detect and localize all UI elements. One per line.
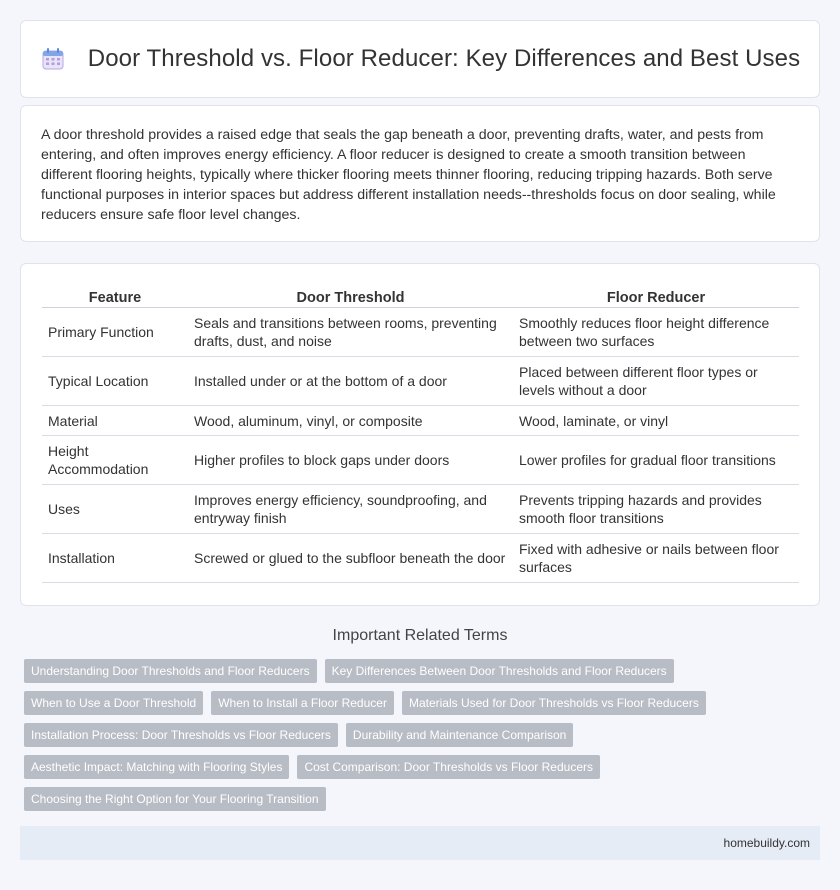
feature-cell: Uses (42, 485, 188, 534)
comparison-table (42, 282, 799, 583)
column-header-floor-reducer: Floor Reducer (513, 282, 799, 308)
related-term-tag[interactable]: Understanding Door Thresholds and Floor Reducers (24, 659, 317, 683)
door-threshold-cell: Higher profiles to block gaps under doors (188, 436, 513, 485)
feature-cell: Material (42, 406, 188, 436)
table-row (42, 357, 799, 406)
door-threshold-cell: Seals and transitions between rooms, preventing drafts, dust, and noise (188, 308, 513, 357)
related-term-tag[interactable]: Key Differences Between Door Thresholds and Floor Reducers (325, 659, 674, 683)
table-row (42, 436, 799, 485)
related-term-tag[interactable]: Durability and Maintenance Comparison (346, 723, 573, 747)
floor-reducer-cell: Smoothly reduces floor height difference between two surfaces (513, 308, 799, 357)
floor-reducer-cell: Prevents tripping hazards and provides smooth floor transitions (513, 485, 799, 534)
page-header (20, 20, 820, 98)
related-term-tag[interactable]: Cost Comparison: Door Thresholds vs Floor Reducers (297, 755, 600, 779)
door-threshold-cell: Improves energy efficiency, soundproofing, and entryway finish (188, 485, 513, 534)
page-footer (20, 826, 820, 860)
related-term-tag[interactable]: When to Use a Door Threshold (24, 691, 203, 715)
related-term-tag[interactable]: When to Install a Floor Reducer (211, 691, 394, 715)
calendar-icon (40, 46, 66, 72)
related-term-tag[interactable]: Installation Process: Door Thresholds vs Floor Reducers (24, 723, 338, 747)
column-header-feature: Feature (42, 282, 188, 308)
page-title: Door Threshold vs. Floor Reducer: Key Differences and Best Uses (87, 45, 801, 72)
intro-card (20, 105, 820, 242)
related-terms-heading: Important Related Terms (332, 627, 508, 644)
floor-reducer-cell: Fixed with adhesive or nails between floor surfaces (513, 534, 799, 583)
floor-reducer-cell: Wood, laminate, or vinyl (513, 406, 799, 436)
related-term-tag[interactable]: Choosing the Right Option for Your Flooring Transition (24, 787, 326, 811)
floor-reducer-cell: Placed between different floor types or levels without a door (513, 357, 799, 406)
comparison-card (20, 263, 820, 606)
floor-reducer-cell: Lower profiles for gradual floor transitions (513, 436, 799, 485)
table-row (42, 534, 799, 583)
door-threshold-cell: Wood, aluminum, vinyl, or composite (188, 406, 513, 436)
feature-cell: Primary Function (42, 308, 188, 357)
feature-cell: Height Accommodation (42, 436, 188, 485)
table-header-row (42, 282, 799, 308)
door-threshold-cell: Installed under or at the bottom of a door (188, 357, 513, 406)
footer-site-link[interactable]: homebuildy.com (723, 836, 810, 850)
column-header-door-threshold: Door Threshold (188, 282, 513, 308)
door-threshold-cell: Screwed or glued to the subfloor beneath the door (188, 534, 513, 583)
related-term-tag[interactable]: Aesthetic Impact: Matching with Flooring Styles (24, 755, 289, 779)
feature-cell: Installation (42, 534, 188, 583)
related-terms-list (24, 659, 824, 819)
table-row (42, 485, 799, 534)
feature-cell: Typical Location (42, 357, 188, 406)
table-row (42, 308, 799, 357)
related-term-tag[interactable]: Materials Used for Door Thresholds vs Floor Reducers (402, 691, 706, 715)
table-row (42, 406, 799, 436)
intro-text: A door threshold provides a raised edge that seals the gap beneath a door, preventing drafts, water, and pests from entering, and often improves energy efficiency. A floor reducer is designed to create a smooth transition between different flooring heights, typically where thicker flooring meets thinner flooring, reducing tripping hazards. Both serve functional purposes in interior spaces but address different installation needs--thresholds focus on door sealing, while reducers ensure safe floor level changes. (41, 127, 776, 223)
